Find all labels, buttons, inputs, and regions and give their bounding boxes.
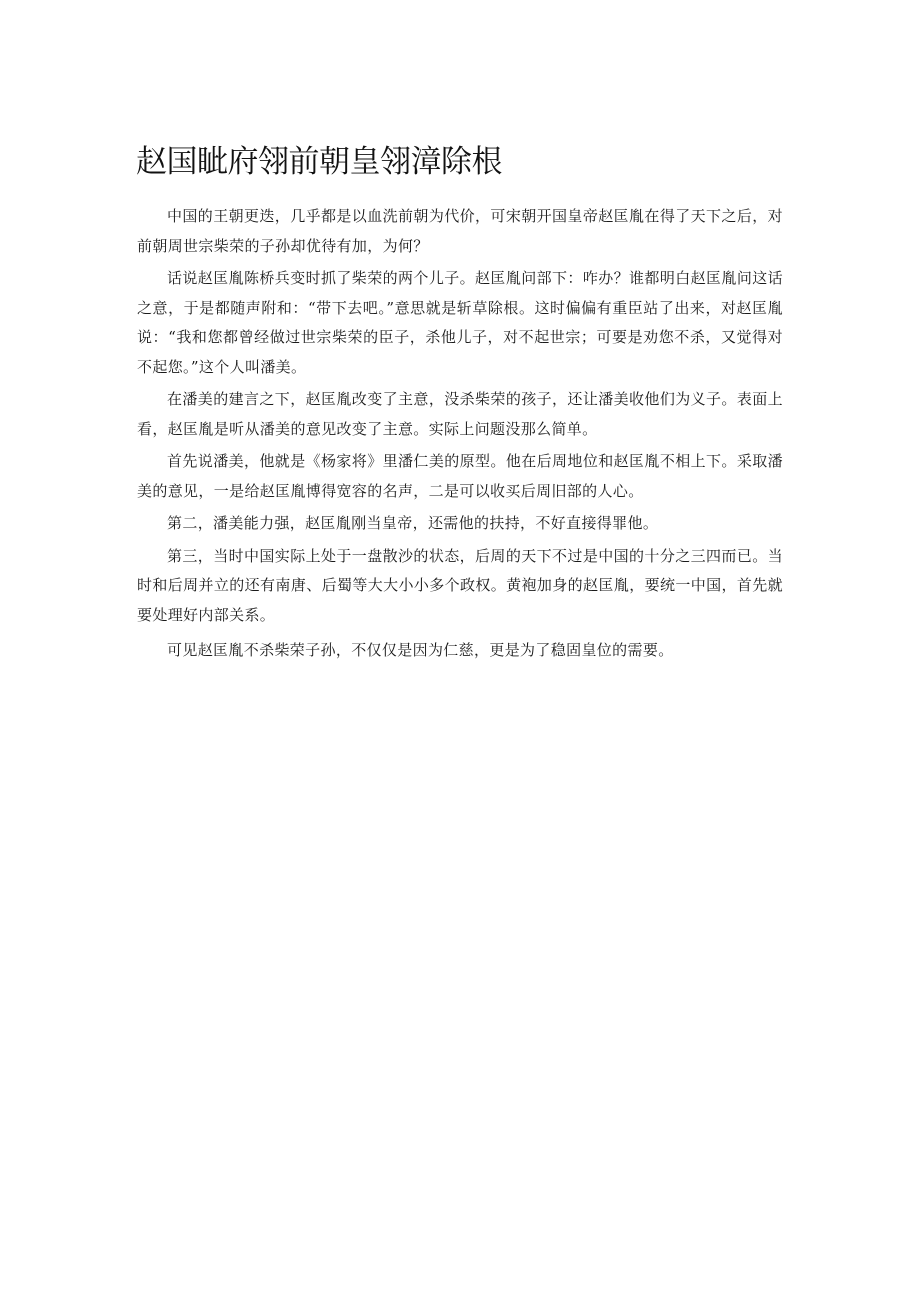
paragraph-1: 中国的王朝更迭，几乎都是以血洗前朝为代价，可宋朝开国皇帝赵匡胤在得了天下之后，对前朝周世宗柴荣的子孙却优待有加，为何？ [137, 207, 783, 255]
paragraph-2: 话说赵匡胤陈桥兵变时抓了柴荣的两个儿子。赵匡胤问部下：咋办？谁都明白赵匡胤问这话之意，于是都随声附和：“带下去吧。”意思就是斩草除根。这时偏偏有重臣站了出来，对赵匡胤说：“我和您都曾经做过世宗柴荣的臣子，杀他儿子，对不起世宗；可要是劝您不杀，又觉得对不起您。”这个人叫潘美。 [137, 269, 783, 376]
paragraph-6: 第三，当时中国实际上处于一盘散沙的状态，后周的天下不过是中国的十分之三四而已。当时和后周并立的还有南唐、后蜀等大大小小多个政权。黄袍加身的赵匡胤，要统一中国，首先就要处理好内部关系。 [137, 546, 783, 624]
document-title: 赵国眦府翎前朝皇翎漳除根 [136, 144, 502, 180]
paragraph-4: 首先说潘美，他就是《杨家将》里潘仁美的原型。他在后周地位和赵匡胤不相上下。采取潘美的意见，一是给赵匡胤博得宽容的名声，二是可以收买后周旧部的人心。 [137, 452, 783, 500]
paragraph-7: 可见赵匡胤不杀柴荣子孙，不仅仅是因为仁慈，更是为了稳固皇位的需要。 [167, 641, 674, 659]
document-body [137, 202, 783, 669]
paragraph-5: 第二，潘美能力强，赵匡胤刚当皇帝，还需他的扶持，不好直接得罪他。 [167, 514, 659, 532]
paragraph-3: 在潘美的建言之下，赵匡胤改变了主意，没杀柴荣的孩子，还让潘美收他们为义子。表面上看，赵匡胤是听从潘美的意见改变了主意。实际上问题没那么简单。 [137, 390, 783, 438]
